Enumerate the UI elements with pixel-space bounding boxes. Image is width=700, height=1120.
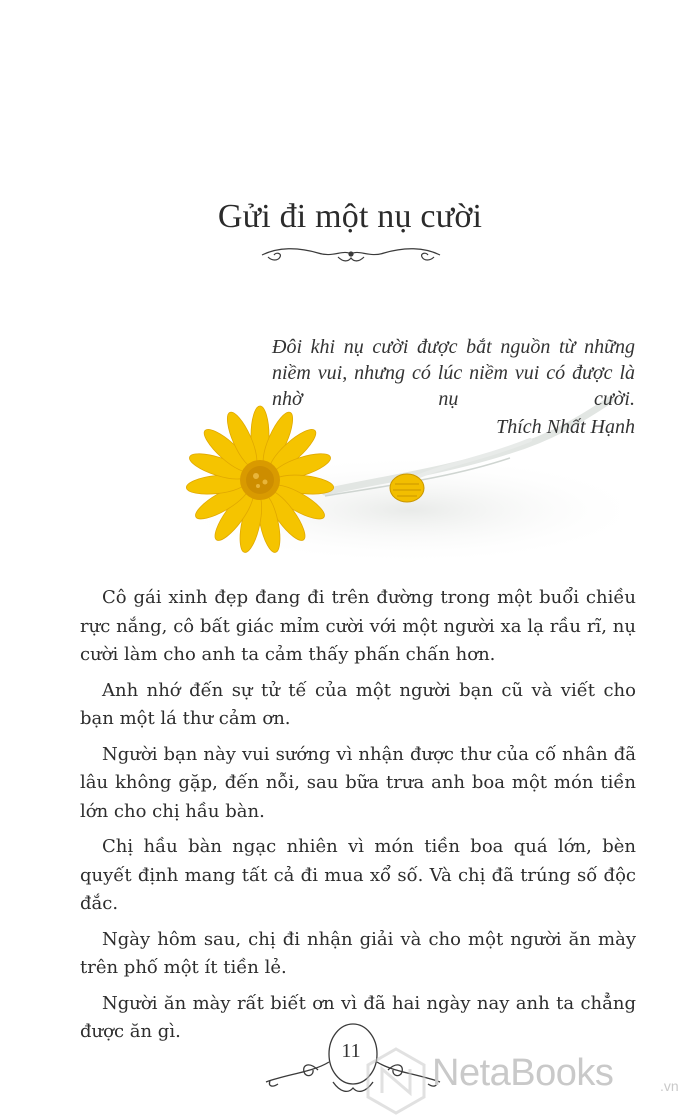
title-ornament [258,243,444,265]
watermark-domain: .vn [660,1078,679,1094]
paragraph: Cô gái xinh đẹp đang đi trên đường trong một buổi chiều rực nắng, cô bất giác mỉm cười với một người xa lạ rầu rĩ, nụ cười làm cho anh ta cảm thấy phấn chấn hơn. [80,587,636,665]
daisy-bud [390,474,424,502]
paragraph: Anh nhớ đến sự tử tế của một người bạn cũ và viết cho bạn một lá thư cảm ơn. [80,679,636,729]
chapter-body [80,584,636,1054]
epigraph-quote: Đôi khi nụ cười được bắt nguồn từ những niềm vui, nhưng có lúc niềm vui có được là nhờ nụ cười. [272,336,635,410]
paragraph: Ngày hôm sau, chị đi nhận giải và cho một người ăn mày trên phố một ít tiền lẻ. [80,928,636,978]
page-number: 11 [341,1040,361,1062]
paragraph: Người bạn này vui sướng vì nhận được thư của cố nhân đã lâu không gặp, đến nỗi, sau bữa trưa anh boa một món tiền lớn cho chị hầu bàn. [80,743,636,822]
paragraph: Người ăn mày rất biết ơn vì đã hai ngày nay anh ta chẳng được ăn gì. [80,992,636,1042]
paragraph: Chị hầu bàn ngạc nhiên vì món tiền boa quá lớn, bèn quyết định mang tất cả đi mua xổ số. Và chị đã trúng số độc đắc. [80,836,636,914]
chapter-title: Gửi đi một nụ cười [217,198,483,235]
watermark-brand: NetaBooks [432,1052,614,1094]
epigraph-author: Thích Nhất Hạnh [496,416,635,438]
